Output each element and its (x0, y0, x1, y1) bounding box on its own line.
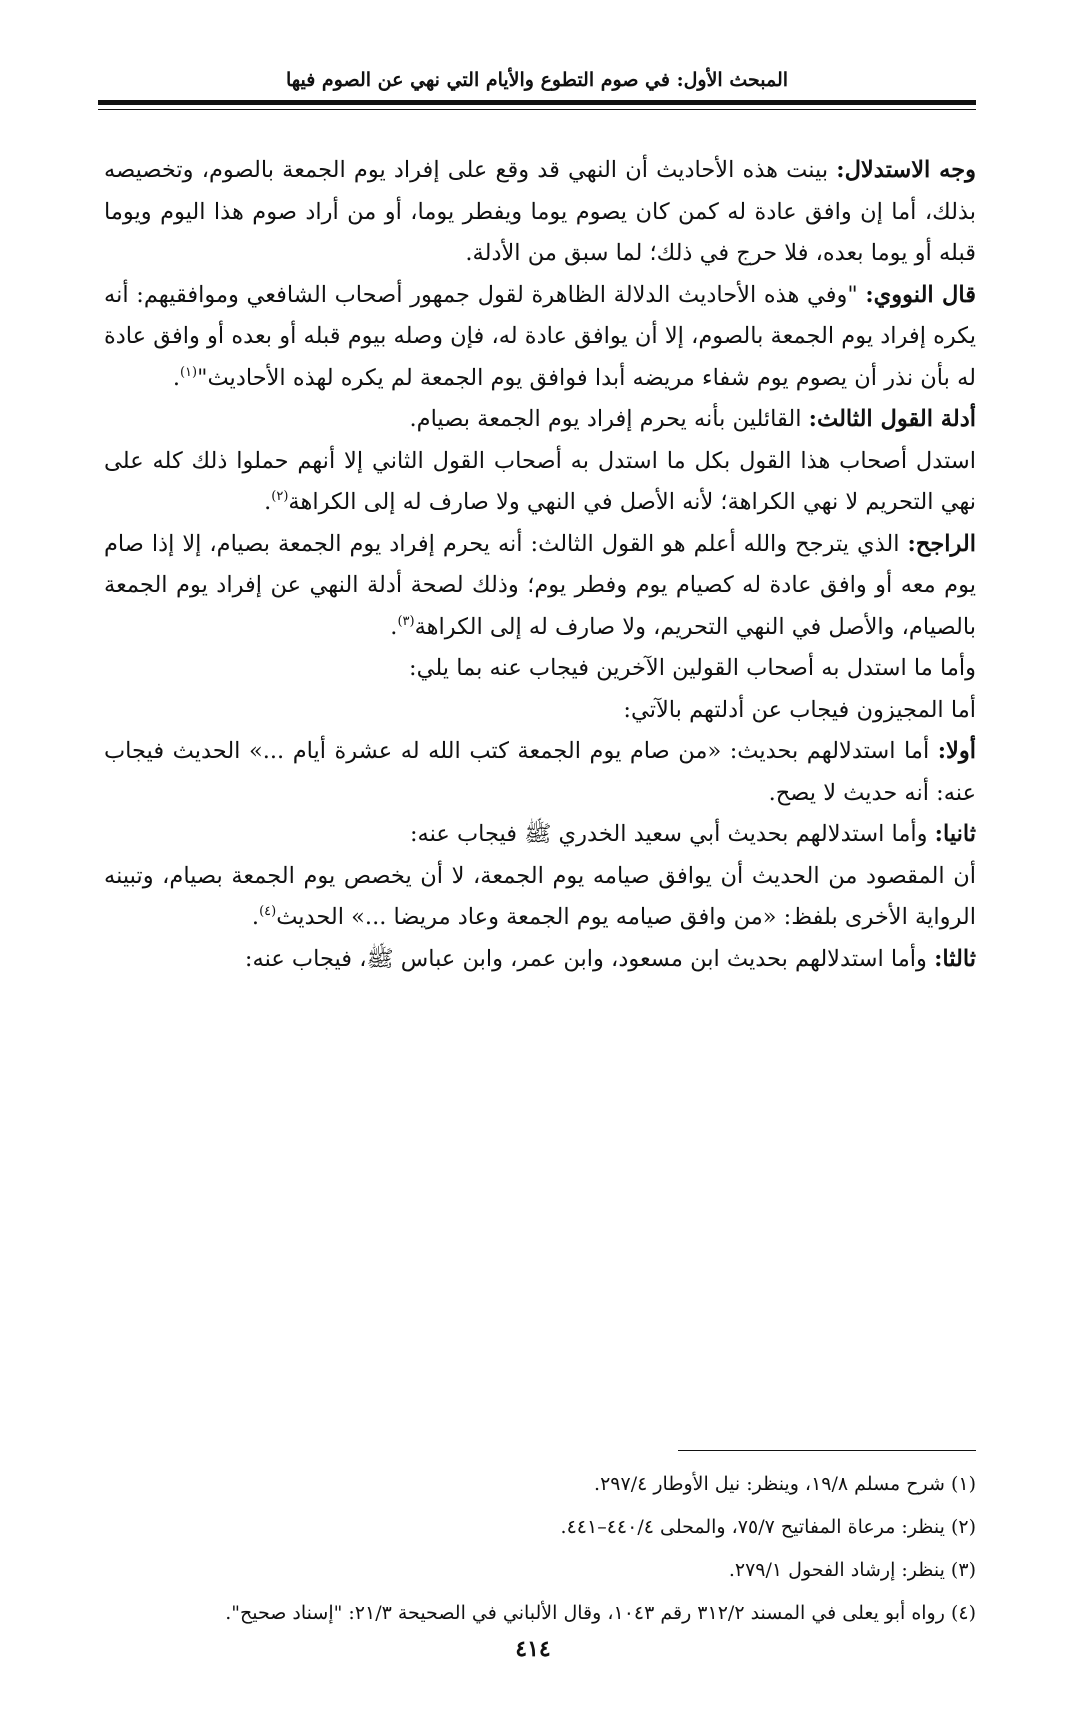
paragraph-text: القائلين بأنه يحرم إفراد يوم الجمعة بصيام. (409, 406, 809, 432)
footnote-ref-3[interactable]: (٣) (397, 613, 415, 629)
paragraph-third-response (104, 939, 976, 981)
paragraph-text: أما المجيزون فيجاب عن أدلتهم بالآتي: (623, 696, 976, 723)
paragraph-text: استدل أصحاب هذا القول بكل ما استدل به أصحاب القول الثاني إلا أنهم حملوا ذلك كله على نهي التحريم لا نهي الكراهة؛ لأنه الأصل في النهي ولا صارف له إلى الكراهة (104, 447, 976, 515)
paragraph-response-intro (104, 648, 976, 690)
paragraph-third-opinion-heading (104, 399, 976, 441)
paragraph-third-opinion-evidence (104, 441, 976, 524)
footnote-2: (٢) ينظر: مرعاة المفاتيح ٧٥/٧، والمحلى ٤٤٠/٤–٤٤١. (560, 1516, 976, 1538)
paragraph-text: "وفي هذه الأحاديث الدلالة الظاهرة لقول جمهور أصحاب الشافعي وموافقيهم: أنه يكره إفراد يوم الجمعة بالصوم، إلا أن يوافق عادة له، فإن وصله بيوم قبله أو بعده أو وافق عادة له بأن نذر أن يصوم يوم شفاء مريضه أبدا فوافق يوم الجمعة لم يكره لهذه الأحاديث" (104, 281, 976, 391)
paragraph-end: . (264, 489, 272, 515)
footnote-4: (٤) رواه أبو يعلى في المسند ٣١٢/٢ رقم ١٠٤٣، وقال الألباني في الصحيحة ٢١/٣: "إسناد صحيح". (225, 1602, 976, 1624)
paragraph-text: وأما استدلالهم بحديث ابن مسعود، وابن عمر، وابن عباس ﷺ، فيجاب عنه: (244, 945, 935, 972)
running-header: المبحث الأول: في صوم التطوع والأيام التي نهي عن الصوم فيها (285, 69, 789, 91)
footnote-ref-2[interactable]: (٢) (271, 489, 289, 504)
paragraph-first-response (104, 731, 976, 814)
footnote-3: (٣) ينظر: إرشاد الفحول ٢٧٩/١. (728, 1559, 976, 1581)
paragraph-second-response (104, 814, 976, 856)
footnotes (104, 1463, 976, 1635)
paragraph-lead: أولا: (937, 738, 976, 764)
paragraph-permitters-intro (104, 690, 976, 732)
paragraph-end: . (172, 364, 180, 391)
paragraph-reasoning (104, 150, 976, 275)
paragraph-text: بينت هذه الأحاديث أن النهي قد وقع على إفراد يوم الجمعة بالصوم، وتخصيصه بذلك، أما إن وافق عادة له كمن كان يصوم يوما ويفطر يوما، أو من أراد صوم هذا اليوم ويوما قبله أو يوما بعده، فلا حرج في ذلك؛ لما سبق من الأدلة. (104, 157, 976, 266)
paragraph-nawawi-quote (104, 275, 976, 400)
paragraph-text: الذي يترجح والله أعلم هو القول الثالث: أنه يحرم إفراد يوم الجمعة بصيام، إلا إذا صام يوم معه أو وافق عادة له كصيام يوم وفطر يوم؛ وذلك لصحة أدلة النهي عن إفراد يوم الجمعة بالصيام، والأصل في النهي التحريم، ولا صارف له إلى الكراهة (104, 530, 976, 640)
footnote-separator (678, 1450, 976, 1451)
body-text (104, 150, 976, 980)
paragraph-text: وأما ما استدل به أصحاب القولين الآخرين فيجاب عنه بما يلي: (409, 655, 976, 681)
footnote-1: (١) شرح مسلم ١٩/٨، وينظر: نيل الأوطار ٢٩٧/٤. (594, 1473, 976, 1495)
header-rule-thin (98, 109, 976, 110)
paragraph-text: أن المقصود من الحديث أن يوافق صيامه يوم الجمعة، لا أن يخصص يوم الجمعة بصيام، وتبينه الرواية الأخرى بلفظ: «من وافق صيامه يوم الجمعة وعاد مريضا ...» الحديث (104, 862, 976, 930)
paragraph-end: . (251, 904, 260, 930)
paragraph-preferred-view (104, 524, 976, 649)
paragraph-text: أما استدلالهم بحديث: «من صام يوم الجمعة كتب الله له عشرة أيام ...» الحديث فيجاب عنه: أنه حديث لا يصح. (104, 738, 976, 806)
footnote-ref-1[interactable]: (١) (179, 364, 198, 380)
paragraph-text: وأما استدلالهم بحديث أبي سعيد الخدري ﷺ فيجاب عنه: (409, 821, 935, 847)
footnote-ref-4[interactable]: (٤) (259, 904, 277, 919)
paragraph-lead: أدلة القول الثالث: (808, 406, 976, 432)
paragraph-lead: الراجح: (907, 530, 976, 557)
paragraph-lead: ثالثا: (934, 945, 976, 972)
page-number: ٤١٤ (515, 1636, 551, 1662)
paragraph-second-response-detail (104, 856, 976, 939)
header-rule-thick (98, 100, 976, 105)
paragraph-lead: ثانيا: (934, 821, 976, 847)
paragraph-end: . (390, 613, 398, 640)
paragraph-lead: قال النووي: (865, 281, 976, 308)
paragraph-lead: وجه الاستدلال: (836, 157, 976, 183)
